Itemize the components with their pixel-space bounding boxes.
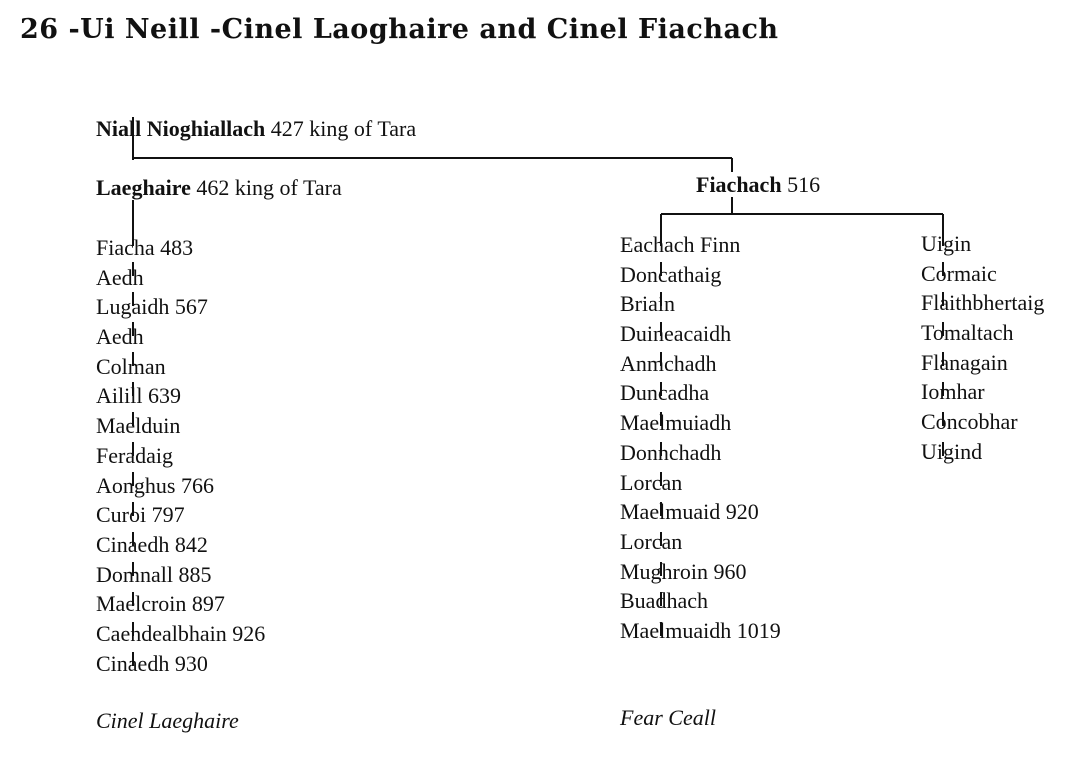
list-item: Doncathaig: [620, 261, 722, 287]
caption-cinel-laeghaire: Cinel Laeghaire: [96, 708, 239, 733]
root-ancestor: [96, 116, 416, 142]
list-item: Fiacha 483: [96, 235, 194, 260]
list-item: Ailill 639: [96, 383, 181, 409]
branch-right-detail: 516: [787, 172, 821, 197]
root-name: Niall Nioghiallach: [96, 116, 266, 141]
list-item: Cinaedh 930: [96, 650, 208, 676]
list-item: Eachach Finn: [620, 232, 741, 257]
root-detail: 427 king of Tara: [270, 116, 417, 141]
list-item: Lorcan: [620, 528, 683, 554]
list-item: Lugaidh 567: [96, 294, 208, 320]
list-item: Flanagain: [921, 349, 1008, 375]
list-item: Briain: [620, 291, 675, 317]
list-item: Aedh: [96, 324, 144, 350]
list-item: Donnchadh: [620, 439, 722, 465]
caption-fear-ceall: Fear Ceall: [620, 705, 716, 730]
list-item: Aonghus 766: [96, 472, 214, 498]
list-item: Feradaig: [96, 442, 173, 468]
branch-laeghaire: [96, 175, 342, 201]
branch-left-detail: 462 king of Tara: [196, 175, 342, 200]
list-item: Colman: [96, 353, 166, 379]
list-item: Aedh: [96, 264, 144, 290]
list-item: Buadhach: [620, 588, 708, 614]
list-item: Tomaltach: [921, 320, 1014, 346]
list-item: Lorcan: [620, 469, 683, 495]
list-item: Iomhar: [921, 379, 985, 405]
column-fiachach-b: [921, 229, 1044, 467]
list-item: Curoi 797: [96, 502, 185, 528]
list-item: Maelduin: [96, 413, 181, 439]
branch-fiachach: [696, 172, 820, 198]
list-item: Duncadha: [620, 380, 710, 406]
list-item: Uigind: [921, 438, 983, 464]
list-item: Concobhar: [921, 409, 1018, 435]
list-item: Maelmuaid 920: [620, 499, 759, 525]
list-item: Anmchadh: [620, 350, 717, 376]
list-item: Uigin: [921, 231, 972, 256]
branch-left-name: Laeghaire: [96, 175, 191, 200]
page-title: 26 -Ui Neill -Cinel Laoghaire and Cinel Fiachach: [20, 14, 779, 45]
branch-right-name: Fiachach: [696, 172, 782, 197]
list-item: Cinaedh 842: [96, 531, 208, 557]
list-item: Maelmuiadh: [620, 410, 732, 436]
list-item: Cormaic: [921, 260, 997, 286]
list-item: Duineacaidh: [620, 321, 732, 347]
list-item: Flaithbhertaig: [921, 290, 1045, 316]
list-item: Domnall 885: [96, 561, 212, 587]
list-item: Mughroin 960: [620, 558, 747, 584]
list-item: Caendealbhain 926: [96, 620, 266, 646]
column-fiachach-a: [620, 230, 781, 646]
list-item: Maelcroin 897: [96, 591, 225, 617]
column-laeghaire: [96, 233, 265, 678]
list-item: Maelmuaidh 1019: [620, 617, 781, 643]
